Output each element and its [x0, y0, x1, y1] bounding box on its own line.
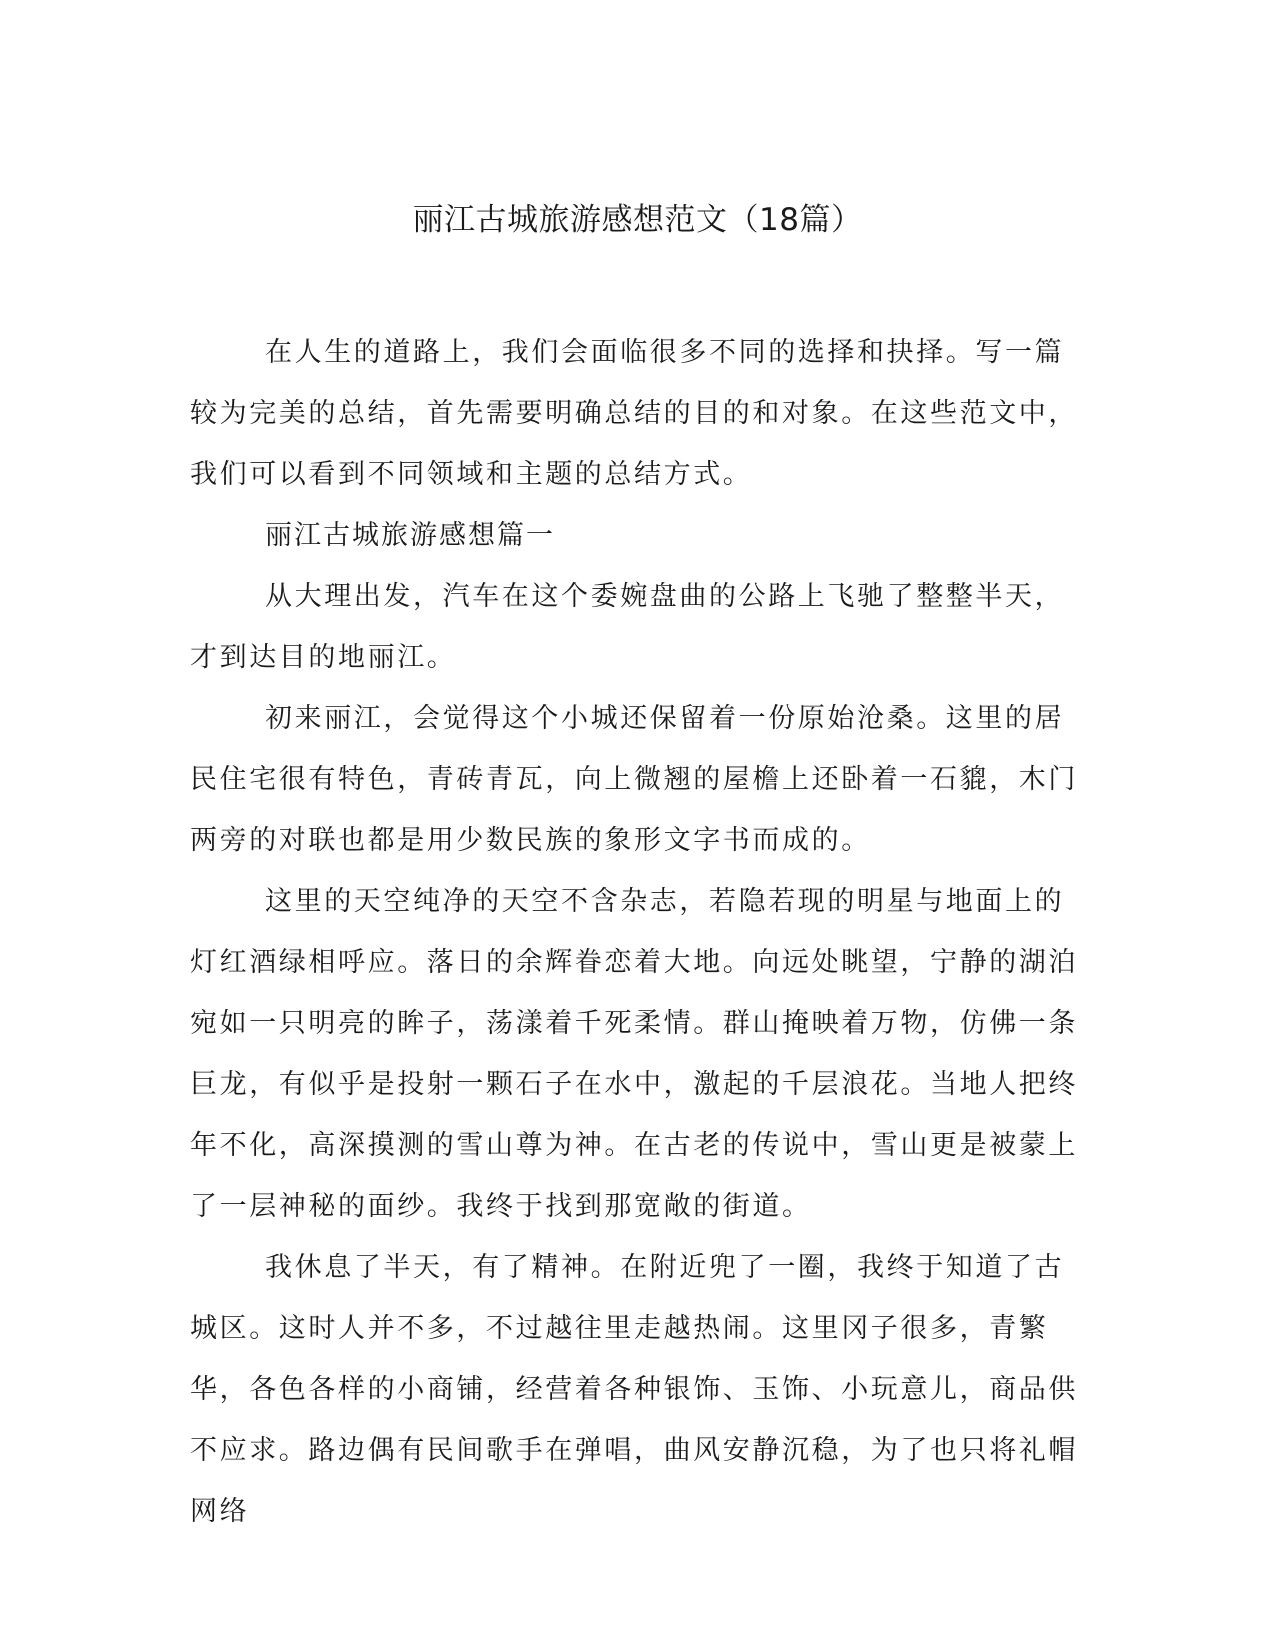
section-heading: 丽江古城旅游感想篇一 — [265, 520, 555, 551]
document-title: 丽江古城旅游感想范文（18篇） — [412, 202, 863, 238]
document-body — [190, 322, 1080, 1542]
body-paragraph: 这里的天空纯净的天空不含杂志，若隐若现的明星与地面上的灯红酒绿相呼应。落日的余辉眷恋着大地。向远处眺望，宁静的湖泊宛如一只明亮的眸子，荡漾着千死柔情。群山掩映着万物，仿佛一条巨龙，有似乎是投射一颗石子在水中，激起的千层浪花。当地人把终年不化，高深摸测的雪山尊为神。在古老的传说中，雪山更是被蒙上了一层神秘的面纱。我终于找到那宽敞的街道。 — [190, 886, 1078, 1222]
intro-paragraph: 在人生的道路上，我们会面临很多不同的选择和抉择。写一篇较为完美的总结，首先需要明确总结的目的和对象。在这些范文中，我们可以看到不同领域和主题的总结方式。 — [190, 337, 1078, 490]
body-paragraph: 从大理出发，汽车在这个委婉盘曲的公路上飞驰了整整半天，才到达目的地丽江。 — [190, 581, 1065, 673]
body-paragraph: 我休息了半天，有了精神。在附近兜了一圈，我终于知道了古城区。这时人并不多，不过越往里走越热闹。这里冈子很多，青繁华，各色各样的小商铺，经营着各种银饰、玉饰、小玩意儿，商品供不应求。路边偶有民间歌手在弹唱，曲风安静沉稳，为了也只将礼帽网络 — [190, 1252, 1078, 1527]
body-paragraph: 初来丽江，会觉得这个小城还保留着一份原始沧桑。这里的居民住宅很有特色，青砖青瓦，向上微翘的屋檐上还卧着一石貔，木门两旁的对联也都是用少数民族的象形文字书而成的。 — [190, 703, 1078, 856]
